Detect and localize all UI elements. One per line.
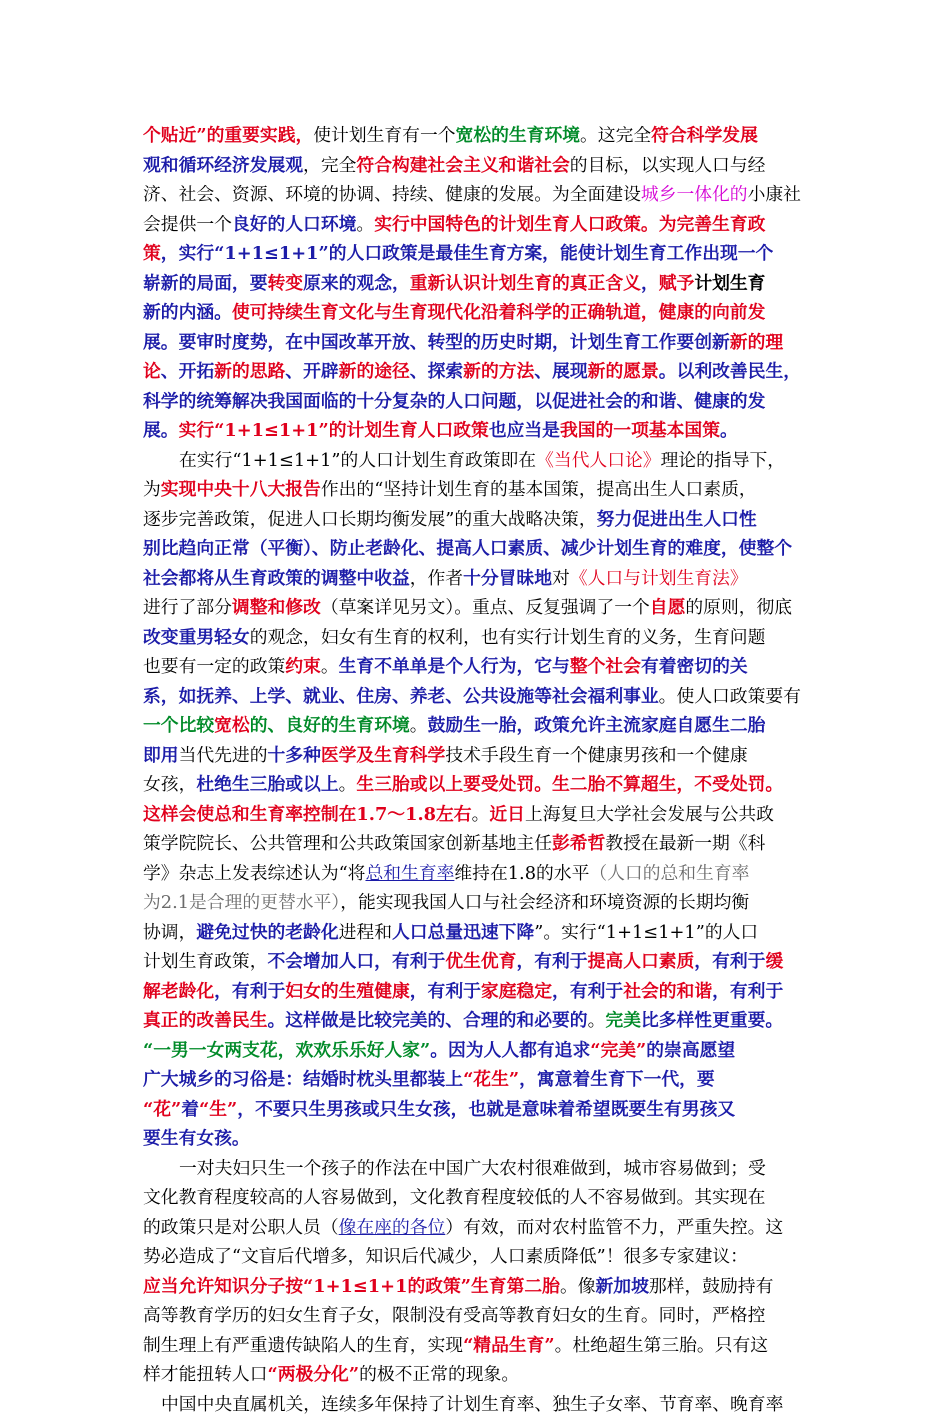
text-run: 新加坡 [596,1276,649,1297]
text-run: （草案详见另文）。重点、反复强调了一个 [321,597,650,618]
document-page [143,121,813,1419]
text-run: 。这样做是比较完美的、合理的和必要的 [267,1010,587,1031]
paragraph-2 [143,446,813,1154]
text-run: 观和循环经济发展观 [143,155,303,176]
text-run: 着 [181,1099,199,1120]
text-run: 良好的人口环境 [232,214,356,235]
text-run: 十分冒昧地 [463,568,552,589]
text-line [143,859,813,889]
text-line [143,1124,813,1154]
text-run: 实行中国特色的计划生育人口政策。为完善生育政 [374,214,765,235]
text-run: 对 [552,568,570,589]
text-run: 提高人口素质 [588,951,695,972]
text-run: ，能实现我国人口与社会经济和环境资源的长期均衡 [340,892,749,913]
text-run: 展。要审时度势，在中国改革开放、转型的历史时期，计划生育工作要创新 [143,332,730,353]
text-run: ，不要只生男孩或只生女孩，也就是意味着希望既要生有男孩又 [237,1099,735,1120]
text-run: 、开拓 [161,361,214,382]
text-run: 使可持续生育文化与生育现代化沿着科学的正确轨道，健康的向前发 [232,302,765,323]
text-run: 优生优育 [445,951,516,972]
text-run: 女孩， [143,774,196,795]
text-run: 我国的一项基本国策 [560,420,720,441]
text-line [143,357,813,387]
text-line [143,741,813,771]
text-run: 进行了部分 [143,597,232,618]
text-run: 也要有一定的政策 [143,656,285,677]
text-line [143,151,813,181]
text-run: 新的方法 [463,361,534,382]
text-line [143,1213,813,1243]
text-run: 科学的统筹解决我国面临的十分复杂的人口问题，以促进社会的和谐、健康的发 [143,391,765,412]
text-run: 维持在1.8的水平 [454,863,589,884]
text-run: “精品生育” [463,1335,555,1356]
text-line [143,652,813,682]
text-run: “一男一女两支花，欢欢乐乐好人家” [143,1040,430,1061]
text-run: 、开辟 [285,361,338,382]
text-line [143,682,813,712]
text-run: 逐步完善政策，促进人口长期均衡发展”的重大战略决策， [143,509,597,530]
text-run: 重新认识计划生育的真正含义 [410,273,641,294]
text-run: 杜绝生三胎或以上 [196,774,338,795]
text-run: 为 [143,479,161,500]
text-line [143,1183,813,1213]
text-run: 避免过快的老龄化 [196,922,338,943]
text-run: 自愿 [650,597,686,618]
text-run: 宽松的生育环境 [456,125,580,146]
text-run: 系，如抚养、上学、就业、住房、养老、公共设施等社会福利事业 [143,686,659,707]
text-run: “完美” [590,1040,646,1061]
text-run: 学》杂志上发表综述认为“将 [143,863,365,884]
text-run: 济、社会、资源、环境的协调、持续、健康的发展。为全面建设 [143,184,641,205]
text-run: 。 [410,715,428,736]
text-run: 的观念，妇女有生育的权利，也有实行计划生育的义务，生育问题 [250,627,766,648]
text-line [143,1095,813,1125]
text-run: “生” [199,1099,237,1120]
text-run: ，有利于 [694,951,765,972]
text-run: 有着密切的关 [641,656,748,677]
text-run: 的目标，以实现人口与经 [570,155,766,176]
text-line [143,446,813,476]
text-run: 十多种 [268,745,321,766]
text-run: 约束 [285,656,321,677]
text-run: 策学院院长、公共管理和公共政策国家创新基地主任 [143,833,552,854]
text-run: 技术手段生育一个健康男孩和一个健康 [445,745,747,766]
text-run: 样才能扭转人口 [143,1364,267,1385]
text-run: 实现中央十八大报告 [161,479,321,500]
text-run: 实行“1+1≤1+1”的计划生育人口政策 [179,420,489,441]
text-line [143,1065,813,1095]
text-run: ，作者 [410,568,463,589]
text-run: 《人口与计划生育法》 [570,568,748,589]
text-line [143,328,813,358]
text-run: 《当代人口论》 [536,450,660,471]
text-run: 社会的和谐 [623,981,712,1002]
text-line [143,1390,813,1419]
text-run: 。 [588,1010,606,1031]
text-run: ，寓意着生育下一代，要 [519,1069,715,1090]
text-run: 真正的改善民生 [143,1010,267,1031]
text-run: 近日 [489,804,525,825]
text-run: 中国中央直属机关，连续多年保持了计划生育率、独生子女率、节育率、晚育率 [161,1394,783,1415]
text-run: 策 [143,243,161,264]
text-run: 。这完全 [580,125,651,146]
text-line [143,888,813,918]
text-run: ，完全 [303,155,356,176]
text-run: ，有利于 [712,981,783,1002]
text-line [143,475,813,505]
text-run: 广大城乡的习俗是：结婚时枕头里都装上 [143,1069,463,1090]
text-run: 总和生育率 [365,863,454,884]
text-run: 那样，鼓励持有 [649,1276,773,1297]
text-line [143,239,813,269]
text-line [143,593,813,623]
text-run: 的、良好的生育环境 [250,715,410,736]
text-run: 教授在最新一期《科 [605,833,765,854]
text-run: 人口总量迅速下降 [392,922,534,943]
text-run: ，有利于 [214,981,285,1002]
text-line [143,1301,813,1331]
text-run: 转变 [267,273,303,294]
text-run: （人口的总和生育率 [589,863,749,884]
text-run: 的崇高愿望 [646,1040,735,1061]
text-run: 的政策只是对公职人员（ [143,1217,339,1238]
text-run: 妇女的生殖健康 [285,981,409,1002]
text-run: 协调， [143,922,196,943]
text-run: 整个社会 [570,656,641,677]
text-run: ， [641,273,659,294]
text-run: 改变重男轻女 [143,627,250,648]
text-line [143,1154,813,1184]
text-run: 崭新的局面，要 [143,273,267,294]
text-run: 即用 [143,745,179,766]
text-run: 符合科学发展 [651,125,758,146]
text-run: 。 [720,420,738,441]
text-run: 计划生育 [694,273,765,294]
text-run: ，有利于 [410,981,481,1002]
paragraph-4 [143,1390,813,1419]
text-run: 为2.1是合理的更替水平） [143,892,340,913]
text-run: 使计划生育有一个 [313,125,455,146]
text-run: 医学及生育科学 [321,745,445,766]
text-run: 当代先进的 [179,745,268,766]
text-run: 制生理上有严重遗传缺陷人的生育，实现 [143,1335,463,1356]
text-run: “两极分化” [267,1364,359,1385]
text-run: 原来的观念， [303,273,410,294]
text-run: 社会都将从生育政策的调整中收益 [143,568,410,589]
text-run: 家庭稳定 [481,981,552,1002]
text-run: 完美 [605,1010,641,1031]
paragraph-1 [143,121,813,446]
text-line [143,534,813,564]
text-line [143,269,813,299]
text-run: 论 [143,361,161,382]
text-run: 。杜绝超生第三胎。只有这 [555,1335,768,1356]
text-run: ”。实行“1+1≤1+1”的人口 [534,922,758,943]
text-run: “花生” [463,1069,519,1090]
text-run: 比多样性更重要。 [641,1010,783,1031]
text-run: 势必造成了“文盲后代增多，知识后代减少，人口素质降低”！很多专家建议： [143,1246,748,1267]
text-run: 小康社 [748,184,801,205]
text-run: 、展现 [534,361,587,382]
text-run: 个贴近”的重要实践， [143,125,313,146]
text-run: 文化教育程度较高的人容易做到，文化教育程度较低的人不容易做到。其实现在 [143,1187,765,1208]
text-run: 会提供一个 [143,214,232,235]
text-run: 展。 [143,420,179,441]
paragraph-3 [143,1154,813,1390]
text-run: 高等教育学历的妇女生育子女，限制没有受高等教育妇女的生育。同时，严格控 [143,1305,765,1326]
text-line [143,947,813,977]
text-run: 在实行“1+1≤1+1”的人口计划生育政策即在 [179,450,536,471]
text-run: ，有利于 [552,981,623,1002]
text-run: 。 [472,804,490,825]
text-run: 要生有女孩。 [143,1128,250,1149]
text-run: 作出的“坚持计划生育的基本国策，提高出生人口素质， [321,479,757,500]
text-run: 一个比较 [143,715,214,736]
text-run: 。像 [560,1276,596,1297]
text-run: 鼓励生一胎，政策允许主流家庭自愿生二胎 [428,715,766,736]
text-run: 也应当是 [489,420,560,441]
text-line [143,977,813,1007]
text-run: 生育不单单是个人行为，它与 [339,656,570,677]
text-run: 赋予 [659,273,695,294]
text-run: 解老龄化 [143,981,214,1002]
text-run: 应当允许知识分子按“1+1≤1+1的政策”生育第二胎 [143,1276,560,1297]
text-line [143,298,813,328]
text-run: 彭希哲 [552,833,605,854]
text-run: 。 [356,214,374,235]
text-run: 的原则，彻底 [685,597,792,618]
text-run: 宽松 [214,715,250,736]
text-line [143,1242,813,1272]
text-run: 新的思路 [214,361,285,382]
text-run: 的极不正常的现象。 [359,1364,519,1385]
text-run: 理论的指导下， [661,450,785,471]
text-run: ）有效，而对农村监管不力，严重失控。这 [445,1217,783,1238]
text-run: 城乡一体化的 [641,184,748,205]
text-run: 。 [321,656,339,677]
text-line [143,800,813,830]
text-run: 缓 [765,951,783,972]
text-line [143,387,813,417]
text-line [143,505,813,535]
text-run: 、探索 [410,361,463,382]
text-run: 。使人口政策要有 [659,686,801,707]
text-run: 生三胎或以上要受处罚。生二胎不算超生，不受处罚。 [356,774,783,795]
text-line [143,1006,813,1036]
text-run: 不会增加人口，有利于 [267,951,445,972]
text-run: 。因为人人都有追求 [430,1040,590,1061]
text-line [143,918,813,948]
text-run: 新的途径 [339,361,410,382]
text-run: 一对夫妇只生一个孩子的作法在中国广大农村很难做到，城市容易做到；受 [179,1158,766,1179]
text-line [143,1360,813,1390]
text-line [143,829,813,859]
text-run: 新的理 [730,332,783,353]
text-run: 。以利改善民生， [659,361,801,382]
text-run: 进程和 [339,922,392,943]
text-line [143,180,813,210]
text-run: 这样会使总和生育率控制在1.7～1.8左右 [143,804,472,825]
text-run: 新的内涵。 [143,302,232,323]
text-run: 别比趋向正常（平衡）、防止老龄化、提高人口素质、减少计划生育的难度，使整个 [143,538,792,559]
text-line [143,416,813,446]
text-line [143,1036,813,1066]
text-line [143,121,813,151]
text-line [143,623,813,653]
text-run: 努力促进出生人口性 [597,509,757,530]
text-line [143,564,813,594]
text-run: 上海复旦大学社会发展与公共政 [525,804,774,825]
text-run: 。 [339,774,357,795]
text-run: ，实行“1+1≤1+1”的人口政策是最佳生育方案，能使计划生育工作出现一个 [161,243,774,264]
text-line [143,770,813,800]
text-run: 符合构建社会主义和谐社会 [356,155,569,176]
text-run: 调整和修改 [232,597,321,618]
text-line [143,711,813,741]
text-run: “花” [143,1099,181,1120]
text-run: 新的愿景 [588,361,659,382]
text-run: 计划生育政策， [143,951,267,972]
text-line [143,210,813,240]
text-run: 像在座的各位 [339,1217,446,1238]
text-line [143,1331,813,1361]
text-run: ，有利于 [516,951,587,972]
text-line [143,1272,813,1302]
